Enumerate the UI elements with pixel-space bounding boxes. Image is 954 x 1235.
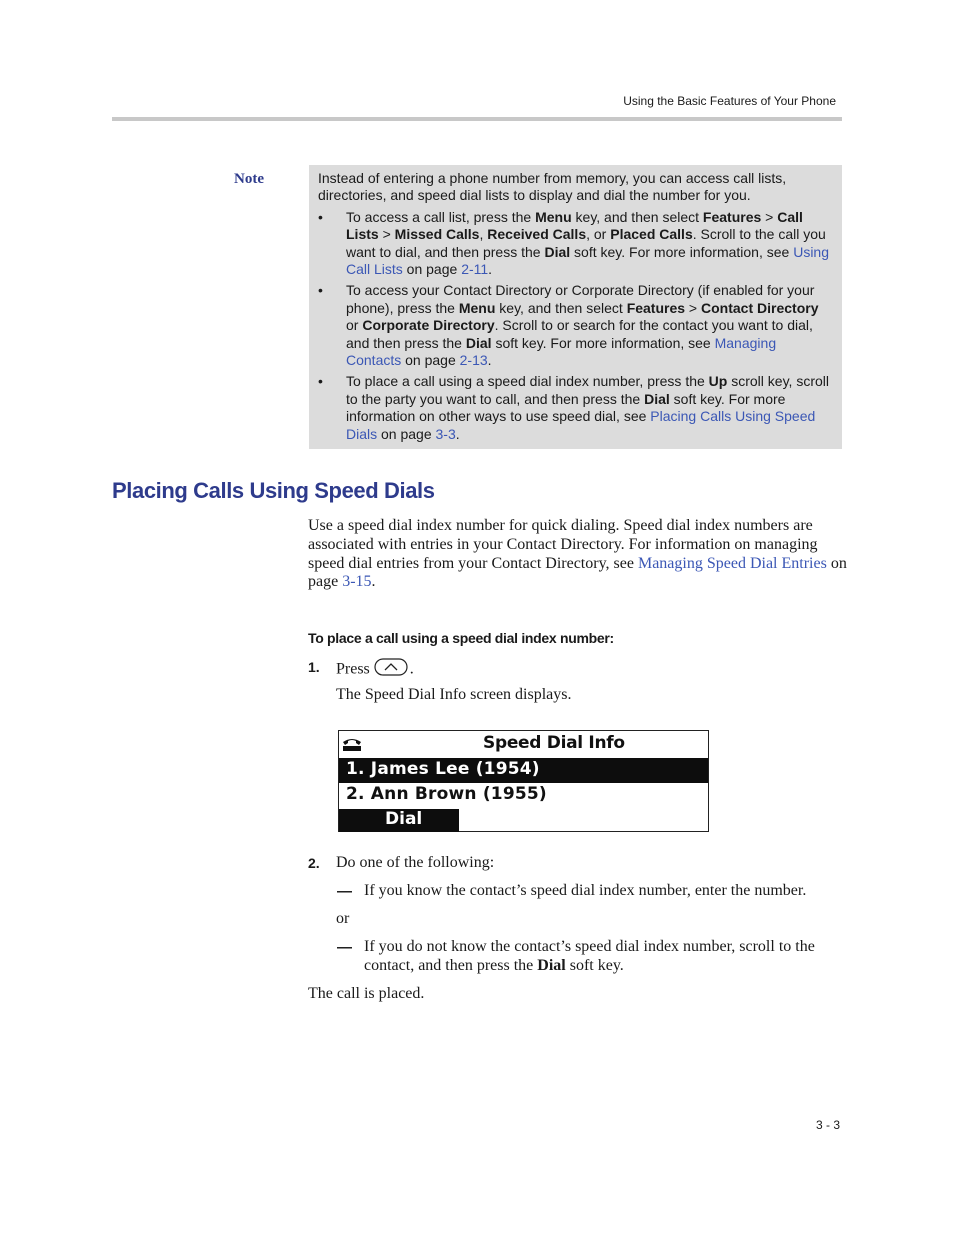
note-intro: Instead of entering a phone number from memory, you can access call lists, directories, and speed dial lists to display and dial the number for you. (318, 170, 787, 204)
header-rule (112, 117, 842, 121)
link-using-call-lists[interactable]: Using Call Lists (346, 243, 829, 278)
dash: — (337, 939, 352, 956)
link-page-3-15[interactable]: 3-15 (342, 573, 372, 591)
speed-dial-info-screen (338, 730, 709, 832)
link-managing-speed-dial-entries[interactable]: Managing Speed Dial Entries (637, 554, 827, 572)
link-page-2-11[interactable]: 2-11 (461, 261, 489, 278)
bullet: • (318, 373, 323, 390)
section-title: Placing Calls Using Speed Dials (112, 478, 435, 503)
link-page-3-3[interactable]: 3-3 (435, 425, 456, 442)
speed-dial-entry-1[interactable]: 1. James Lee (1954) (339, 758, 708, 783)
step-2-option-2: If you do not know the contact’s speed dial index number, scroll to the contact, and then press the Dial soft key. (364, 938, 815, 974)
step-number-2: 2. (308, 855, 320, 871)
step-1-result: The Speed Dial Info screen displays. (336, 686, 572, 703)
dial-softkey[interactable]: Dial (339, 809, 459, 832)
page-number: 3 - 3 (815, 1118, 840, 1132)
dash: — (337, 883, 352, 900)
handset-icon (341, 736, 363, 755)
or-text: or (336, 910, 350, 927)
procedure-title: To place a call using a speed dial index number: (308, 630, 614, 646)
link-managing-contacts[interactable]: Managing Contacts (346, 334, 777, 369)
running-header: Using the Basic Features of Your Phone (623, 94, 836, 108)
bullet: • (318, 282, 323, 299)
link-page-2-13[interactable]: 2-13 (459, 352, 488, 369)
screen-title-bar (339, 731, 708, 758)
note-label: Note (234, 171, 264, 187)
step-1-text: Press . (336, 658, 414, 682)
note-item-directories: • To access your Contact Directory or Corporate Directory (if enabled for your phone), press the Menu key, and then select Features > Contact Directory or Corporate Directory. Scroll to or search for the contact you want to dial, and then press the Dial soft key. For more information, see Managing Contacts on page 2-13. (318, 282, 819, 369)
note-list (318, 209, 832, 443)
step-2-option-1: If you know the contact’s speed dial index number, enter the number. (364, 882, 807, 899)
note-item-speed-dial: • To place a call using a speed dial index number, press the Up scroll key, scroll to the party you want to call, and then press the Dial soft key. For more information on other ways to use speed dial, see Placing Calls Using Speed Dials on page 3-3. (318, 373, 829, 442)
note-box (309, 165, 842, 449)
bullet: • (318, 208, 323, 225)
section-intro: Use a speed dial index number for quick dialing. Speed dial index numbers are associated with entries in your Contact Directory. For information on managing speed dial entries from your Contact Directory, see Managing Speed Dial Entries on page 3-15. (308, 517, 847, 591)
procedure-result: The call is placed. (308, 985, 425, 1002)
note-item-call-lists: • To access a call list, press the Menu key, and then select Features > Call Lists > Missed Calls, Received Calls, or Placed Calls. Scroll to the call you want to dial, and then press the Dial soft key. For more information, see Using Call Lists on page 2-11. (318, 208, 829, 278)
screen-title: Speed Dial Info (483, 733, 625, 753)
speed-dial-entry-2[interactable]: 2. Ann Brown (1955) (346, 784, 547, 804)
step-number-1: 1. (308, 659, 320, 675)
up-arrow-key-icon (374, 658, 408, 682)
step-2-text: Do one of the following: (336, 854, 495, 871)
link-placing-calls-speed-dials[interactable]: Placing Calls Using Speed Dials (346, 408, 816, 442)
